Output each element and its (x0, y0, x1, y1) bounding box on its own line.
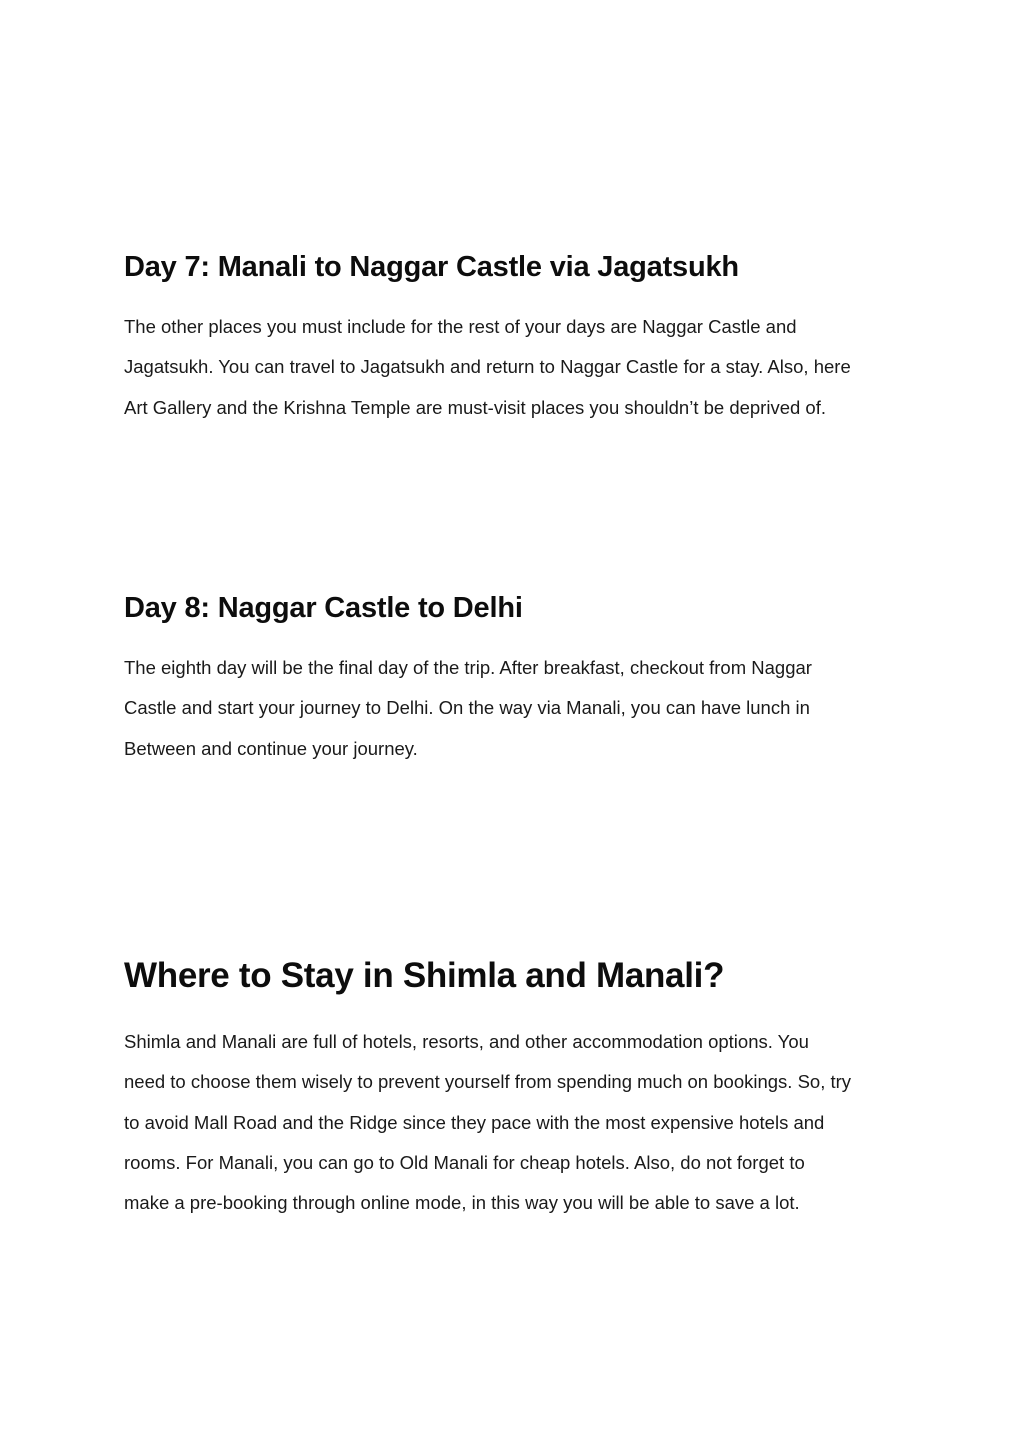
section-where-to-stay (124, 955, 914, 1223)
paragraph-line: Between and continue your journey. (124, 737, 418, 759)
paragraph-line: The other places you must include for the rest of your days are Naggar Castle and (124, 316, 797, 337)
paragraph-line: The eighth day will be the final day of the trip. After breakfast, checkout from Naggar (124, 657, 812, 678)
day-7-heading: Day 7: Manali to Naggar Castle via Jagatsukh (124, 251, 739, 283)
paragraph-line: rooms. For Manali, you can go to Old Manali for cheap hotels. Also, do not forget to (124, 1151, 805, 1173)
paragraph-line: Jagatsukh. You can travel to Jagatsukh and return to Naggar Castle for a stay. Also, here (124, 356, 851, 378)
section-day-7 (124, 249, 914, 428)
paragraph-line: Shimla and Manali are full of hotels, resorts, and other accommodation options. You (124, 1031, 809, 1052)
where-to-stay-heading: Where to Stay in Shimla and Manali? (124, 956, 725, 995)
day-8-paragraph (124, 648, 914, 769)
section-day-8 (124, 590, 914, 769)
day-7-paragraph (124, 307, 914, 428)
paragraph-line: need to choose them wisely to prevent yourself from spending much on bookings. So, try (124, 1071, 852, 1093)
paragraph-line: Castle and start your journey to Delhi. On the way via Manali, you can have lunch in (124, 697, 810, 719)
paragraph-line: make a pre-booking through online mode, in this way you will be able to save a lot. (124, 1192, 800, 1214)
where-to-stay-paragraph (124, 1022, 914, 1223)
paragraph-line: to avoid Mall Road and the Ridge since they pace with the most expensive hotels and (124, 1111, 825, 1133)
day-8-heading: Day 8: Naggar Castle to Delhi (124, 592, 523, 624)
paragraph-line: Art Gallery and the Krishna Temple are must-visit places you shouldn’t be deprived of. (124, 396, 826, 418)
